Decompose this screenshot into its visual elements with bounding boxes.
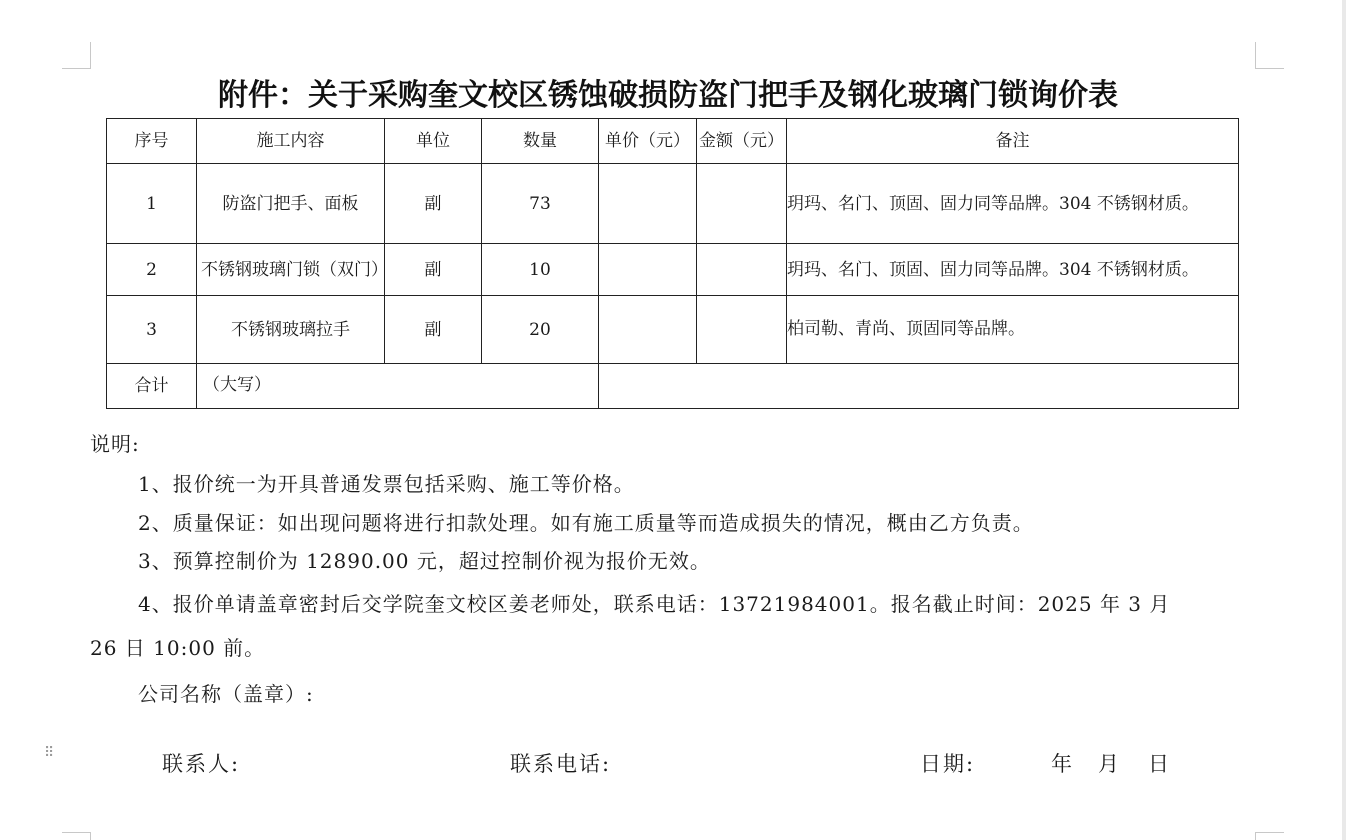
- header-price: 单价（元）: [599, 119, 697, 164]
- document-title: 附件：关于采购奎文校区锈蚀破损防盗门把手及钢化玻璃门锁询价表: [218, 78, 1118, 113]
- header-unit: 单位: [385, 119, 482, 164]
- header-amount: 金额（元）: [697, 119, 787, 164]
- quote-table: [106, 118, 1239, 409]
- note-item: 4、报价单请盖章密封后交学院奎文校区姜老师处，联系电话：13721984001。报名截止时间：2025 年 3 月: [138, 592, 1171, 616]
- corner-mark-bottom-left: [62, 832, 91, 840]
- cell-content[interactable]: 不锈钢玻璃拉手: [197, 296, 385, 364]
- cell-amount[interactable]: [697, 164, 787, 244]
- page-gutter: [1342, 0, 1346, 840]
- cell-qty[interactable]: 10: [482, 244, 599, 296]
- cell-total-label: 合计: [107, 364, 197, 409]
- company-name-label: 公司名称（盖章）:: [138, 682, 314, 706]
- cell-qty[interactable]: 20: [482, 296, 599, 364]
- table-total-row: [107, 364, 1239, 409]
- contact-person-label: 联系人:: [162, 752, 241, 776]
- table-row: [107, 244, 1239, 296]
- header-seq: 序号: [107, 119, 197, 164]
- header-content: 施工内容: [197, 119, 385, 164]
- table-row: [107, 164, 1239, 244]
- cell-amount[interactable]: [697, 296, 787, 364]
- cell-remark[interactable]: 玥玛、名门、顶固、固力同等品牌。304 不锈钢材质。: [787, 244, 1239, 296]
- header-qty: 数量: [482, 119, 599, 164]
- note-item: 1、报价统一为开具普通发票包括采购、施工等价格。: [138, 472, 635, 496]
- cell-price[interactable]: [599, 244, 697, 296]
- cell-seq[interactable]: 2: [107, 244, 197, 296]
- date-day-label: 日: [1148, 752, 1171, 776]
- cell-total-value[interactable]: [599, 364, 1239, 409]
- cell-seq[interactable]: 1: [107, 164, 197, 244]
- cell-seq[interactable]: 3: [107, 296, 197, 364]
- corner-mark-top-right: [1255, 42, 1284, 69]
- cell-remark[interactable]: 玥玛、名门、顶固、固力同等品牌。304 不锈钢材质。: [787, 164, 1239, 244]
- table-row: [107, 296, 1239, 364]
- cell-amount[interactable]: [697, 244, 787, 296]
- date-month-label: 月: [1098, 752, 1121, 776]
- corner-mark-bottom-right: [1255, 832, 1284, 840]
- contact-phone-label: 联系电话:: [510, 752, 612, 776]
- date-year-label: 年: [1051, 752, 1074, 776]
- cell-price[interactable]: [599, 296, 697, 364]
- cell-content[interactable]: 不锈钢玻璃门锁（双门）: [197, 244, 385, 296]
- cell-unit[interactable]: 副: [385, 164, 482, 244]
- cell-unit[interactable]: 副: [385, 244, 482, 296]
- cell-unit[interactable]: 副: [385, 296, 482, 364]
- cell-qty[interactable]: 73: [482, 164, 599, 244]
- date-label: 日期:: [920, 752, 976, 776]
- cell-price[interactable]: [599, 164, 697, 244]
- note-item: 3、预算控制价为 12890.00 元，超过控制价视为报价无效。: [138, 549, 711, 573]
- header-remark: 备注: [787, 119, 1239, 164]
- table-header-row: [107, 119, 1239, 164]
- corner-mark-top-left: [62, 42, 91, 69]
- note-item-continuation: 26 日 10:00 前。: [90, 636, 266, 660]
- note-item: 2、质量保证：如出现问题将进行扣款处理。如有施工质量等而造成损失的情况，概由乙方负责。: [138, 511, 1034, 535]
- drag-handle-icon[interactable]: ⠿: [44, 745, 55, 761]
- notes-heading: 说明:: [90, 432, 140, 456]
- cell-content[interactable]: 防盗门把手、面板: [197, 164, 385, 244]
- cell-remark[interactable]: 柏司勒、青尚、顶固同等品牌。: [787, 296, 1239, 364]
- cell-total-caps[interactable]: （大写）: [197, 364, 599, 409]
